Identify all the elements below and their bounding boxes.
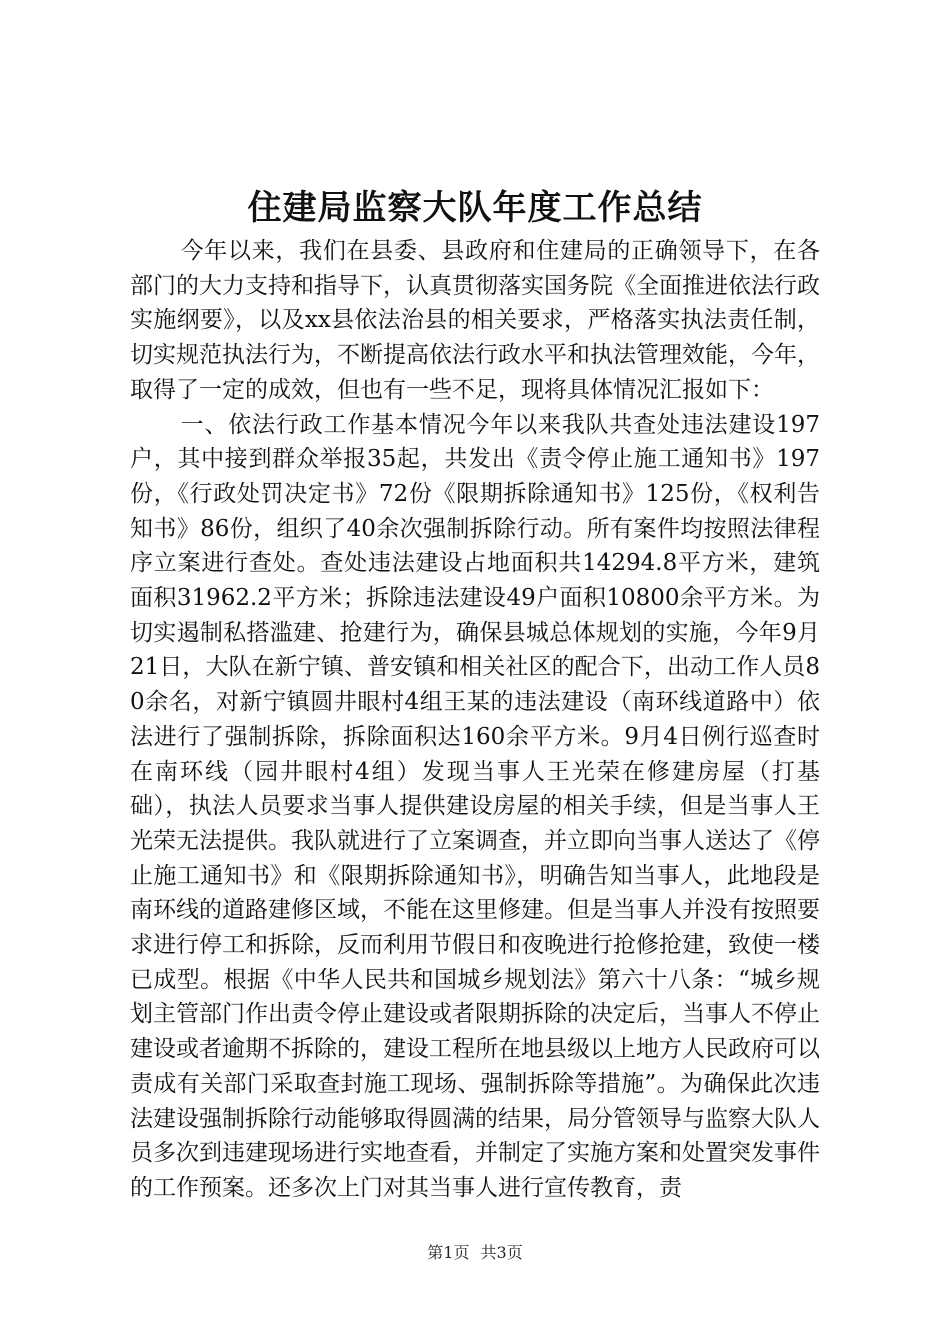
document-body [130, 234, 820, 1206]
page-footer [0, 1243, 950, 1263]
page-count: 共3页 [480, 1243, 523, 1262]
page-number: 第1页 [427, 1243, 470, 1262]
intro-paragraph: 今年以来，我们在县委、县政府和住建局的正确领导下，在各部门的大力支持和指导下，认真贯彻落实国务院《全面推进依法行政实施纲要》，以及xx县依法治县的相关要求，严格落实执法责任制，切实规范执法行为，不断提高依法行政水平和执法管理效能，今年，取得了一定的成效，但也有一些不足，现将具体情况汇报如下： [130, 238, 820, 403]
section-one-paragraph: 一、依法行政工作基本情况今年以来我队共查处违法建设197户，其中接到群众举报35起，共发出《责令停止施工通知书》197份，《行政处罚决定书》72份《限期拆除通知书》125份，《权利告知书》86份，组织了40余次强制拆除行动。所有案件均按照法律程序立案进行查处。查处违法建设占地面积共14294.8平方米，建筑面积31962.2平方米；拆除违法建设49户面积10800余平方米。为切实遏制私搭滥建、抢建行为，确保县城总体规划的实施，今年9月21日，大队在新宁镇、普安镇和相关社区的配合下，出动工作人员80余名，对新宁镇圆井眼村4组王某的违法建设（南环线道路中）依法进行了强制拆除，拆除面积达160余平方米。9月4日例行巡查时在南环线（园井眼村4组）发现当事人王光荣在修建房屋（打基础），执法人员要求当事人提供建设房屋的相关手续，但是当事人王光荣无法提供。我队就进行了立案调查，并立即向当事人送达了《停止施工通知书》和《限期拆除通知书》，明确告知当事人，此地段是南环线的道路建修区域，不能在这里修建。但是当事人并没有按照要求进行停工和拆除，反而利用节假日和夜晚进行抢修抢建，致使一楼已成型。根据《中华人民共和国城乡规划法》第六十八条：“城乡规划主管部门作出责令停止建设或者限期拆除的决定后，当事人不停止建设或者逾期不拆除的，建设工程所在地县级以上地方人民政府可以责成有关部门采取查封施工现场、强制拆除等措施”。为确保此次违法建设强制拆除行动能够取得圆满的结果，局分管领导与监察大队人员多次到违建现场进行实地查看，并制定了实施方案和处置突发事件的工作预案。还多次上门对其当事人进行宣传教育，责 [130, 411, 820, 1201]
document-title: 住建局监察大队年度工作总结 [247, 188, 703, 228]
